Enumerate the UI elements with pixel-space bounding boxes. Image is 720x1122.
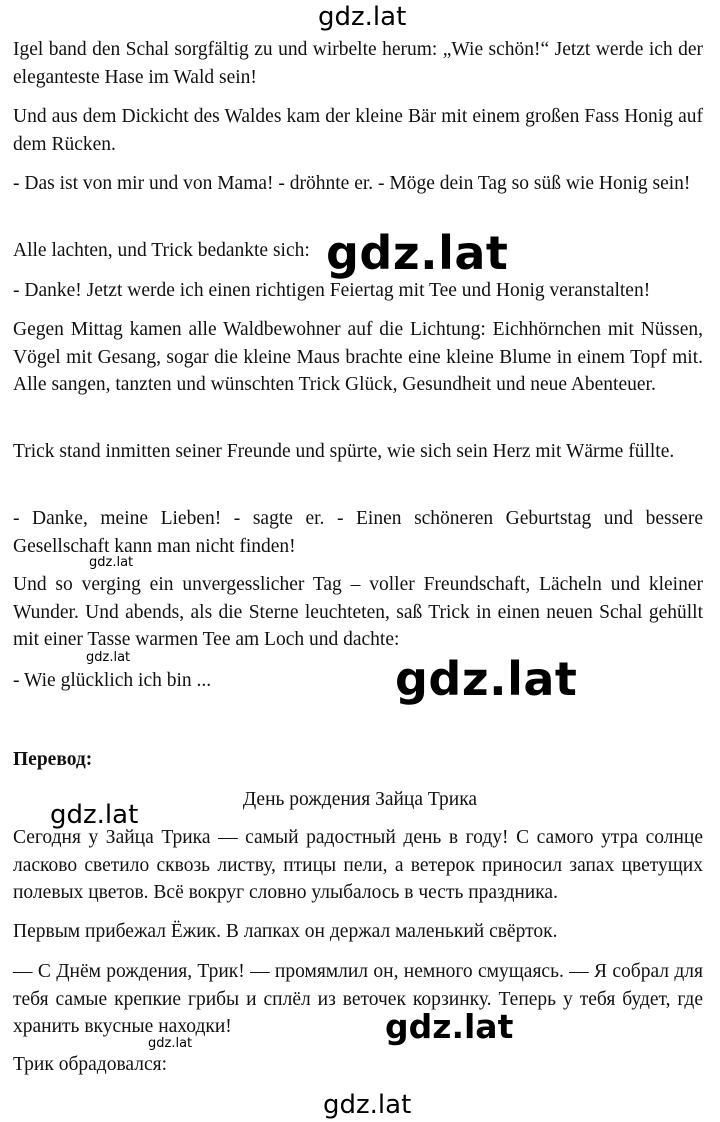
watermark-small-3: gdz.lat: [148, 1036, 193, 1051]
translation-paragraph-1: Сегодня у Зайца Трика — самый радостный день в году! С самого утра солнце ласково светило сквозь листву, птицы пели, а ветерок приносил запах цветущих полевых цветов. Всё вокруг словно улыбалось в честь праздника.: [13, 827, 703, 903]
watermark-mid-2: gdz.lat: [385, 1007, 514, 1046]
german-paragraph-9: Und so verging ein unvergesslicher Tag – voller Freundschaft, Lächeln und kleiner Wunder. Und abends, als die Sterne leuchteten, saß Trick in einen neuen Schal gehüllt mit einer Tasse warmen Tee am Loch und dachte:: [13, 574, 703, 650]
german-paragraph-1: Igel band den Schal sorgfältig zu und wirbelte herum: „Wie schön!“ Jetzt werde ich der eleganteste Hase im Wald sein!: [13, 39, 703, 88]
translation-paragraph-2: Первым прибежал Ёжик. В лапках он держал маленький свёрток.: [13, 921, 558, 942]
translation-heading: Перевод:: [13, 749, 93, 770]
watermark-mid-1: gdz.lat: [50, 800, 139, 830]
translation-paragraph-4: Трик обрадовался:: [13, 1054, 168, 1075]
watermark-large-2: gdz.lat: [395, 652, 578, 706]
german-paragraph-4: Alle lachten, und Trick bedankte sich:: [13, 240, 310, 261]
watermark-small-2: gdz.lat: [86, 650, 131, 665]
watermark-large-1: gdz.lat: [326, 226, 509, 280]
german-paragraph-10: - Wie glücklich ich bin ...: [13, 670, 212, 691]
translation-paragraph-3: — С Днём рождения, Трик! — промямлил он, немного смущаясь. — Я собрал для тебя самые крепкие грибы и сплёл из веточек корзинку. Теперь у тебя будет, где хранить вкусные находки!: [13, 961, 703, 1037]
german-paragraph-5: - Danke! Jetzt werde ich einen richtigen Feiertag mit Tee und Honig veranstalten!: [13, 280, 651, 301]
german-paragraph-2: Und aus dem Dickicht des Waldes kam der kleine Bär mit einem großen Fass Honig auf dem Rücken.: [13, 106, 703, 155]
german-paragraph-3: - Das ist von mir und von Mama! - dröhnte er. - Möge dein Tag so süß wie Honig sein!: [13, 173, 691, 194]
german-paragraph-6: Gegen Mittag kamen alle Waldbewohner auf die Lichtung: Eichhörnchen mit Nüssen, Vögel mit Gesang, sogar die kleine Maus brachte eine kleine Blume in einem Topf mit. Alle sangen, tanzten und wünschten Trick Glück, Gesundheit und neue Abenteuer.: [13, 319, 703, 395]
watermark-small-1: gdz.lat: [89, 555, 134, 570]
german-paragraph-8: - Danke, meine Lieben! - sagte er. - Einen schöneren Geburtstag und bessere Gesellschaft kann man nicht finden!: [13, 508, 703, 557]
watermark-top: gdz.lat: [318, 2, 407, 32]
translation-title: День рождения Зайца Трика: [242, 789, 478, 810]
german-paragraph-7: Trick stand inmitten seiner Freunde und spürte, wie sich sein Herz mit Wärme füllte.: [13, 441, 675, 462]
watermark-bottom: gdz.lat: [323, 1090, 412, 1120]
